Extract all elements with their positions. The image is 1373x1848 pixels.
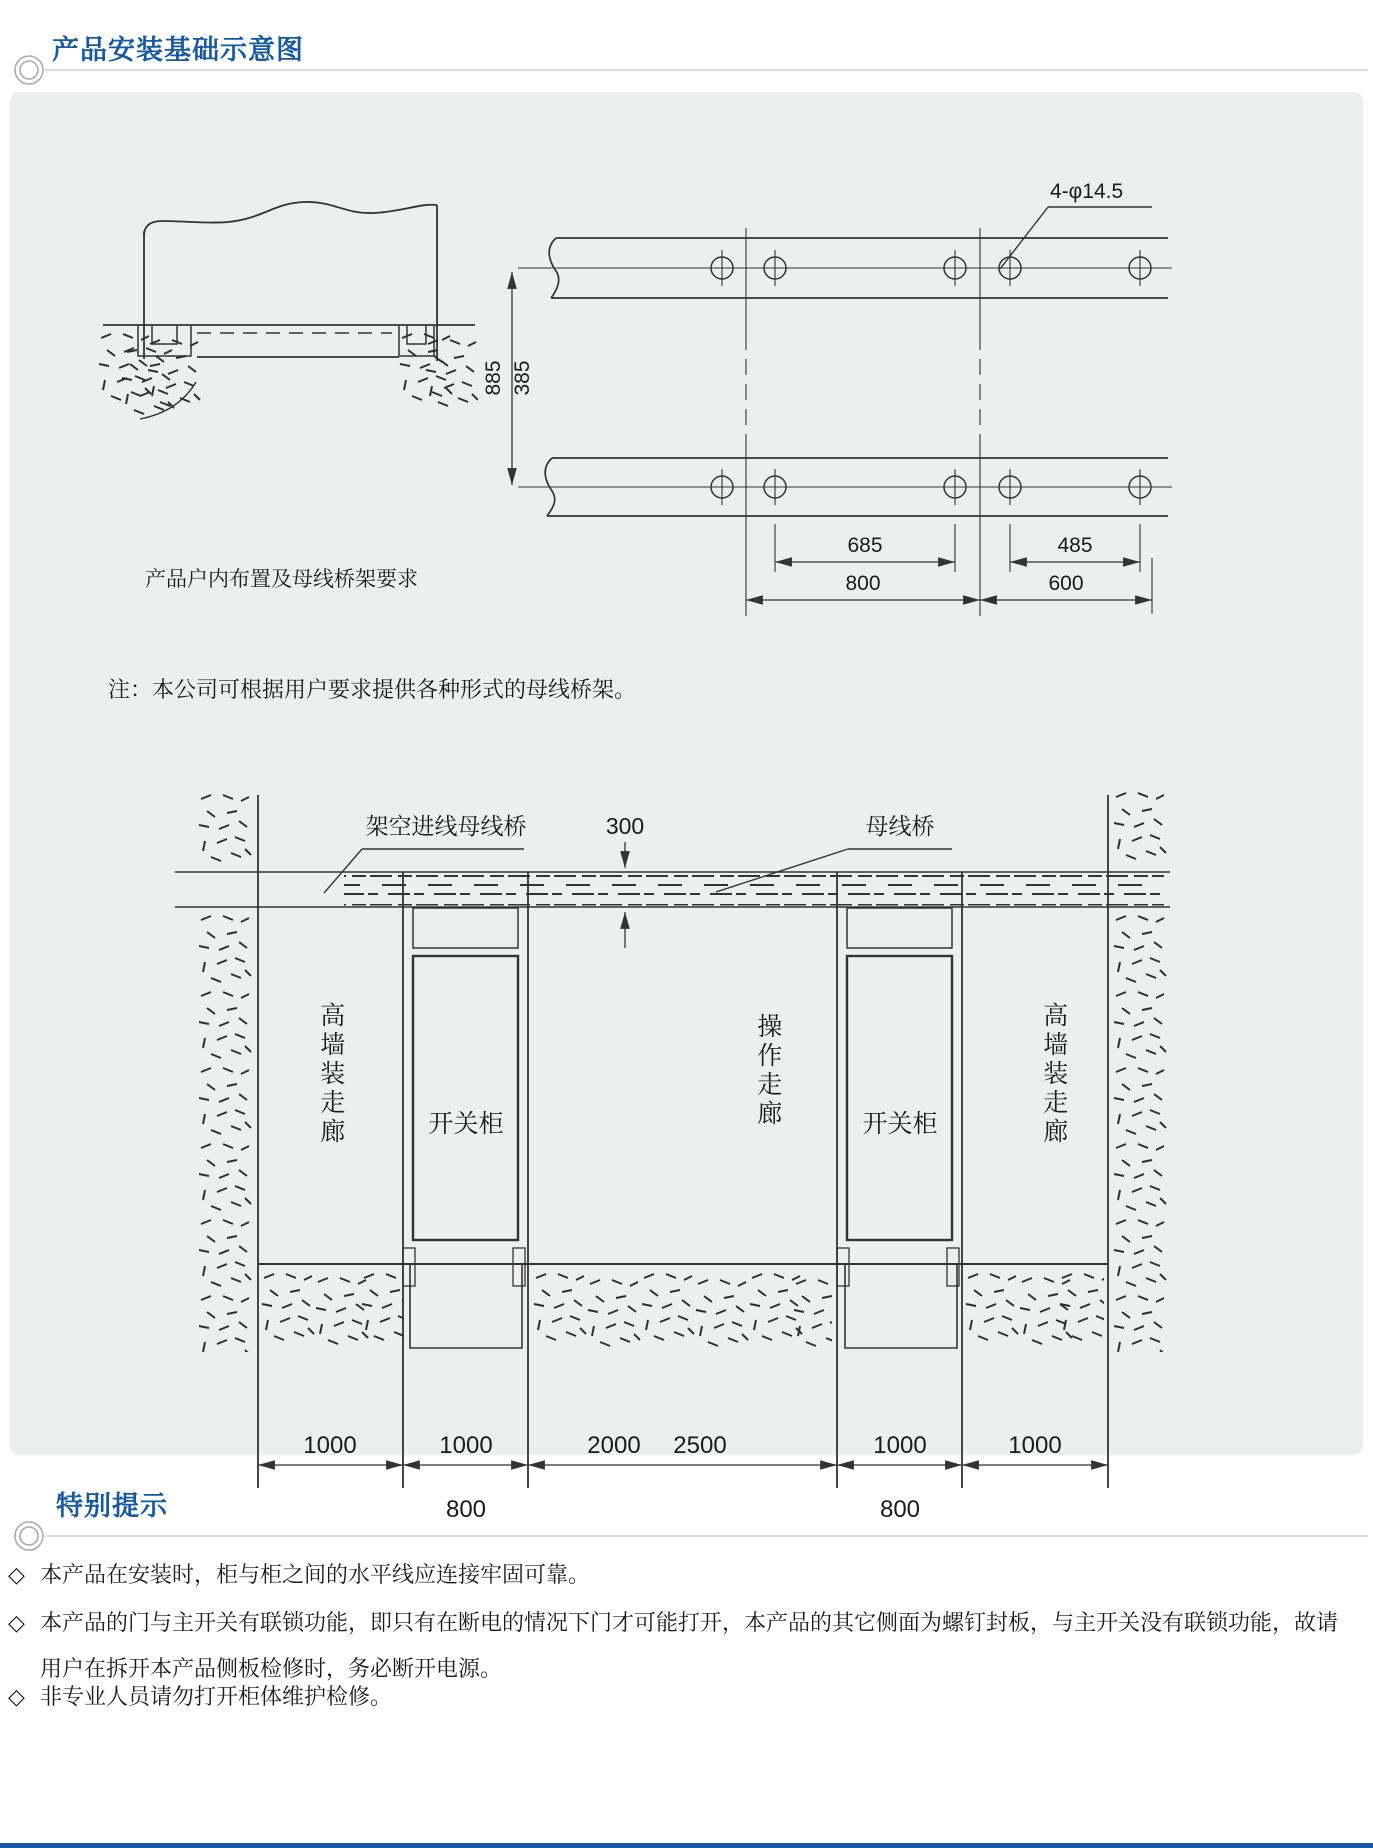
dim-operation-2500: 2500 [673,1432,727,1459]
indoor-drawing-caption: 产品户内布置及母线桥架要求 [145,568,418,591]
tip-text: 用户在拆开本产品侧板检修时，务必断开电源。 [40,1656,503,1681]
tip-text: 非专业人员请勿打开柜体维护检修。 [40,1684,393,1709]
dim-300: 300 [605,813,645,839]
dim-pit-right: 800 [879,1496,921,1523]
divider-ornament-tips [15,1522,1368,1550]
diamond-bullet-icon: ◇ [8,1562,25,1587]
dim-885: 885 [481,360,505,396]
dim-485: 485 [1057,534,1093,557]
hole-callout-label: 4-φ14.5 [1050,180,1124,203]
dim-cabinet-left: 1000 [439,1432,493,1459]
dim-corridor-right: 1000 [1008,1432,1062,1459]
section-title-install: 产品安装基础示意图 [52,35,304,65]
label-overhead-busbar: 架空进线母线桥 [365,813,527,839]
dim-685: 685 [847,534,883,557]
section-title-tips: 特别提示 [56,1491,168,1521]
tip-text: 本产品的门与主开关有联锁功能，即只有在断电的情况下门才可能打开，本产品的其它侧面为螺钉封板，与主开关没有联锁功能，故请 [40,1610,1339,1635]
tip-item [8,1684,392,1710]
tip-item-continuation [8,1656,502,1682]
diamond-bullet-icon: ◇ [8,1684,25,1709]
label-cabinet-right: 开关柜 [862,1110,938,1138]
indoor-layout-drawing [99,202,478,419]
busbar-note: 注：本公司可根据用户要求提供各种形式的母线桥架。 [108,677,637,702]
dim-operation-2000: 2000 [587,1432,641,1459]
diamond-bullet-icon: ◇ [8,1610,25,1635]
tip-item [8,1610,1338,1636]
dim-600-rail: 600 [1048,572,1084,595]
label-wall-corridor-right: 高墙装走廊 [1039,1002,1068,1147]
dim-cabinet-right: 1000 [873,1432,927,1459]
footer-accent-line [0,1843,1373,1848]
label-cabinet-left: 开关柜 [428,1110,504,1138]
tip-item [8,1562,590,1588]
label-operation-corridor: 操作走廊 [753,1013,782,1129]
label-wall-corridor-left: 高墙装走廊 [316,1002,345,1147]
dim-385: 385 [510,360,534,396]
label-busbar: 母线桥 [865,813,935,839]
dim-corridor-left: 1000 [303,1432,357,1459]
dim-800-rail: 800 [845,572,881,595]
dim-pit-left: 800 [445,1496,487,1523]
tip-text: 本产品在安装时，柜与柜之间的水平线应连接牢固可靠。 [40,1562,591,1587]
